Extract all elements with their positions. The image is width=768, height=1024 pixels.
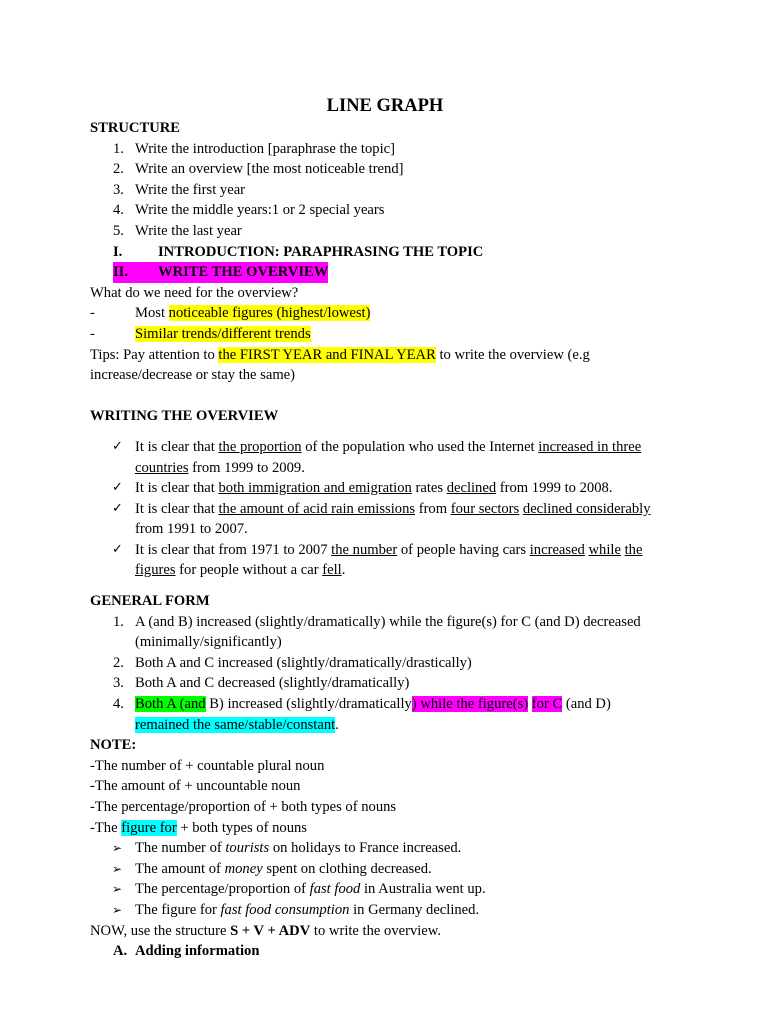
checkmark-icon: ✓ — [112, 480, 123, 496]
list-item: 3. Write the first year — [113, 181, 246, 198]
list-item: ✓ It is clear that from 1971 to 2007 the number of people having cars increased while the figures for people without a car fell. — [90, 540, 680, 581]
arrow-bullet-icon: ➢ — [112, 861, 123, 876]
now-instruction: NOW, use the structure S + V + ADV to write the overview. — [90, 922, 442, 939]
note-heading: NOTE: — [90, 737, 137, 754]
list-item: ➢ The percentage/proportion of fast food in Australia went up. — [90, 879, 680, 900]
list-item: ➢ The number of tourists on holidays to France increased. — [90, 838, 680, 859]
list-item: 3. Both A and C decreased (slightly/dramatically) — [113, 675, 410, 692]
section-heading-adding-information: A. Adding information — [113, 943, 260, 960]
checkmark-icon: ✓ — [112, 541, 123, 557]
list-item: 4. Both A (and B) increased (slightly/dramatically) while the figure(s) for C (and D) remained the same/stable/constant. — [113, 696, 611, 733]
checkmark-icon: ✓ — [112, 438, 123, 454]
note-line: -The figure for + both types of nouns — [90, 819, 307, 836]
page-title: LINE GRAPH — [326, 96, 444, 116]
structure-heading: STRUCTURE — [90, 120, 181, 136]
list-item: ✓ It is clear that the proportion of the population who used the Internet increased in three countries from 1999 to 2009. — [90, 437, 680, 478]
document-page — [90, 94, 680, 962]
list-item: ➢ The amount of money spent on clothing decreased. — [90, 859, 680, 880]
note-line: -The number of + countable plural noun — [90, 757, 325, 774]
list-item: ✓ It is clear that both immigration and emigration rates declined from 1999 to 2008. — [90, 478, 680, 499]
list-item: 1. A (and B) increased (slightly/dramatically) while the figure(s) for C (and D) decreased (minimally/significantly) — [113, 613, 641, 651]
list-item: ➢ The figure for fast food consumption in Germany declined. — [90, 900, 680, 921]
list-item: 2. Write an overview [the most noticeable trend] — [113, 161, 404, 178]
arrow-bullet-icon: ➢ — [112, 841, 123, 856]
arrow-bullet-icon: ➢ — [112, 882, 123, 897]
general-form-heading: GENERAL FORM — [90, 593, 210, 610]
list-item: 5. Write the last year — [113, 222, 242, 239]
tips-paragraph: Tips: Pay attention to the FIRST YEAR and FINAL YEAR to write the overview (e.g increase/decrease or stay the same) — [90, 346, 590, 384]
list-item: 4. Write the middle years:1 or 2 special years — [113, 202, 385, 219]
overview-question: What do we need for the overview? — [90, 284, 299, 301]
list-item: 2. Both A and C increased (slightly/dramatically/drastically) — [113, 654, 472, 671]
checkmark-icon: ✓ — [112, 500, 123, 516]
list-item: 1. Write the introduction [paraphrase the topic] — [113, 140, 395, 157]
note-line: -The percentage/proportion of + both types of nouns — [90, 799, 397, 815]
section-heading-introduction: I. INTRODUCTION: PARAPHRASING THE TOPIC — [113, 243, 484, 260]
section-heading-overview: II. WRITE THE OVERVIEW — [90, 262, 680, 283]
writing-overview-heading: WRITING THE OVERVIEW — [90, 408, 279, 425]
arrow-bullet-icon: ➢ — [112, 902, 123, 917]
list-item: - Similar trends/different trends — [90, 325, 311, 342]
note-line: -The amount of + uncountable noun — [90, 778, 301, 795]
list-item: ✓ It is clear that the amount of acid rain emissions from four sectors declined considerably from 1991 to 2007. — [90, 499, 680, 540]
list-item: - Most noticeable figures (highest/lowest) — [90, 305, 371, 322]
